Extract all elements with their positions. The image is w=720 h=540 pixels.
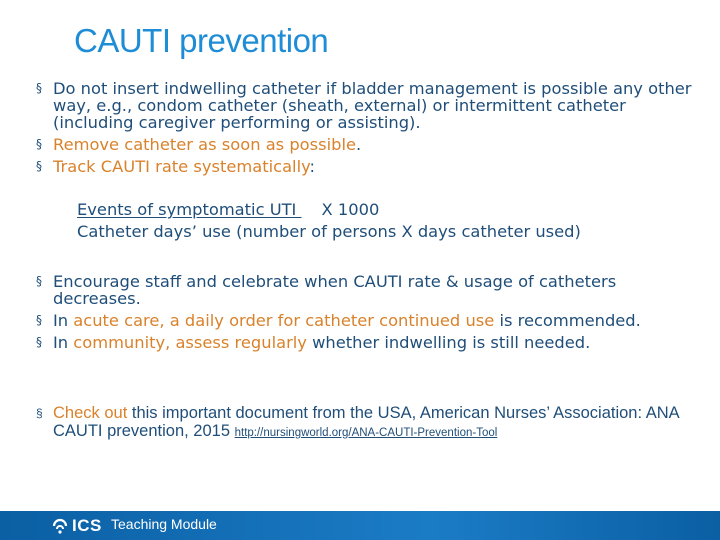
bullet-text: is recommended. — [494, 311, 641, 330]
bullet-highlight: community, assess regularly — [73, 333, 307, 352]
bullet-marker-icon: § — [36, 335, 42, 349]
bullet-marker-icon: § — [36, 274, 42, 288]
bullet-marker-icon: § — [36, 406, 43, 420]
bullet-track-rate — [36, 158, 696, 175]
bullet-text: : — [309, 157, 316, 176]
ics-logo-icon — [51, 517, 69, 535]
ana-cauti-link[interactable]: http://nursingworld.org/ANA-CAUTI-Prevention-Tool — [234, 427, 498, 439]
bullet-marker-icon: § — [36, 313, 42, 327]
bullet-text: . — [356, 135, 362, 154]
bullet-prefix: In — [53, 333, 74, 352]
formula-multiplier: X 1000 — [321, 200, 380, 219]
bullet-prefix: In — [53, 311, 74, 330]
cauti-rate-formula — [77, 199, 581, 243]
bullet-community — [36, 334, 696, 351]
bullet-acute-care — [36, 312, 696, 329]
check-out-text: this important document from the USA, American Nurses’ Association: ANA CAUTI prevention, 2015 — [53, 404, 679, 440]
ics-logo-text: ICS — [72, 515, 102, 535]
slide-title: CAUTI prevention — [74, 22, 329, 59]
bullet-highlight: Track CAUTI rate systematically — [53, 157, 310, 176]
bullet-list-2 — [36, 273, 696, 351]
bullet-text: Encourage staff and celebrate when CAUTI rate & usage of catheters decreases. — [53, 272, 617, 308]
check-out-label: Check out — [53, 404, 128, 422]
footer-bar — [0, 511, 720, 540]
bullet-remove-catheter — [36, 136, 696, 153]
bullet-no-indwelling — [36, 80, 696, 131]
bullet-check-out — [36, 404, 713, 442]
bullet-text: whether indwelling is still needed. — [306, 333, 591, 352]
bullet-marker-icon: § — [36, 159, 42, 173]
bullet-highlight: Remove catheter as soon as possible — [53, 135, 356, 154]
bullet-highlight: acute care, a daily order for catheter continued use — [73, 311, 495, 330]
formula-numerator-row — [77, 199, 581, 221]
bullet-marker-icon: § — [36, 137, 42, 151]
bullet-marker-icon: § — [36, 81, 42, 95]
bullet-list — [36, 80, 696, 175]
bullet-encourage-staff — [36, 273, 696, 307]
formula-denominator: Catheter days’ use (number of persons X days catheter used) — [77, 222, 581, 241]
bullet-text: Do not insert indwelling catheter if bladder management is possible any other way, e.g., condom catheter (sheath, external) or intermittent catheter (including caregiver performing or assisting). — [53, 79, 692, 132]
formula-numerator: Events of symptomatic UTI — [77, 200, 302, 219]
ics-logo — [51, 515, 102, 536]
teaching-module-label: Teaching Module — [111, 516, 217, 532]
